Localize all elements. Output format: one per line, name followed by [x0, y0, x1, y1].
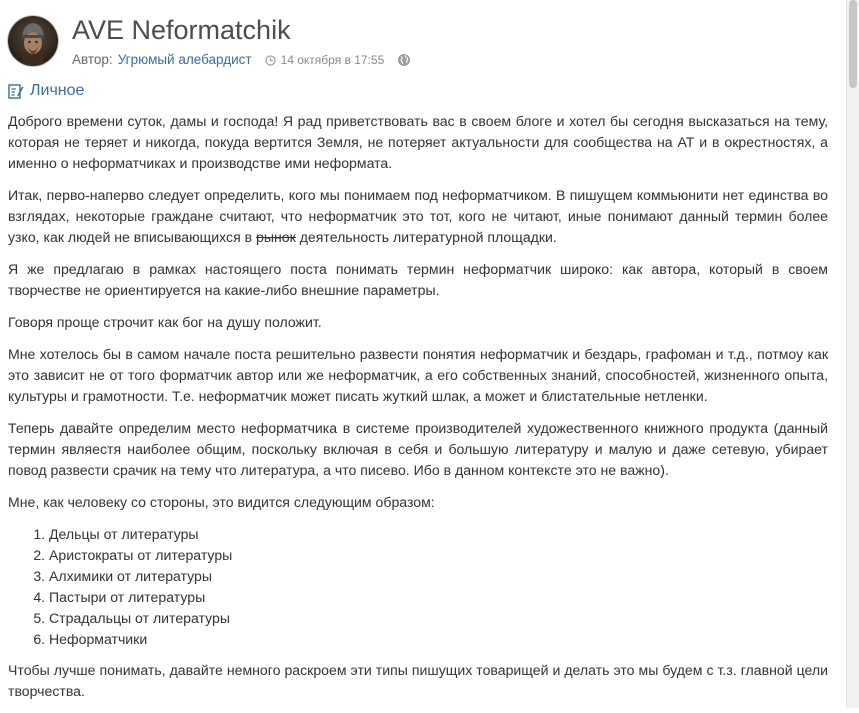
scrollbar-track[interactable] [846, 0, 859, 708]
paragraph-simpler: Говоря проще строчит как бог на душу положит. [8, 314, 322, 330]
author-label: Автор: [72, 52, 113, 67]
globe-icon[interactable] [397, 53, 411, 67]
post-title: AVE Neformatchik [72, 15, 291, 45]
paragraph-place: Теперь давайте определим место неформатчика в системе производителей художественного книжного продукта (данный термин являестя наиболее общим, поскольку включая в себя и большую литературу и малую и даже сетевую, убирает повод развести срачик на тему что литература, а что писево. Ибо в данном контексте это не важно). [8, 420, 828, 478]
list-item: 4. Пастыри от литературы [49, 587, 828, 608]
list-item: 6. Неформатчики [49, 629, 828, 650]
paragraph-definition [8, 185, 828, 248]
avatar-image [8, 16, 58, 66]
struck-word: рынок [256, 229, 296, 245]
paragraph-conclusion: Чтобы лучше понимать, давайте немного раскроем эти типы пишущих товарищей и делать это мы будем с т.з. главной цели творчества. [8, 662, 828, 699]
clock-icon [265, 55, 276, 66]
post-date: 14 октября в 17:55 [280, 53, 385, 67]
post-header [8, 13, 828, 73]
post-content [8, 111, 828, 713]
category-label: Личное [30, 82, 85, 99]
post-category[interactable] [8, 80, 84, 102]
list-item: 1. Дельцы от литературы [49, 524, 828, 545]
paragraph-distinction: Мне хотелось бы в самом начале поста решительно развести понятия неформатчик и бездарь, графоман и т.д., потмоу как это зависит не от того форматчик автор или же неформатчик, а его собственных знаний, способностей, жизненного опыта, культуры и грамотности. Т.е. неформатчик может писать жуткий шлак, а может и блистательные нетленки. [8, 346, 828, 404]
post-meta [72, 51, 411, 69]
scrollbar-thumb[interactable] [849, 0, 857, 88]
author-avatar[interactable] [8, 16, 58, 66]
author-link[interactable]: Угрюмый алебардист [117, 52, 252, 67]
paragraph-greeting: Доброго времени суток, дамы и господа! Я рад приветствовать вас в своем блоге и хотел бы сегодня высказаться на тему, которая не теряет и никогда, покуда вертится Земля, не потеряет актуальности для сообщества на АТ и в окрестностях, а именно о неформатчиках и производстве ими неформата. [8, 113, 828, 171]
author-types-list [8, 524, 828, 650]
list-item: 3. Алхимики от литературы [49, 566, 828, 587]
paragraph-view: Мне, как человеку со стороны, это видится следующим образом: [8, 494, 435, 510]
list-item: 5. Страдальцы от литературы [49, 608, 828, 629]
edit-note-icon [8, 83, 24, 99]
paragraph-proposal: Я же предлагаю в рамках настоящего поста понимать термин неформатчик широко: как автора, который в своем творчестве не ориентируется на какие-либо внешние параметры. [8, 261, 828, 298]
list-item: 2. Аристократы от литературы [49, 545, 828, 566]
paragraph-definition-text: Итак, перво-наперво следует определить, кого мы понимаем под неформатчиком. В пишущем коммьюнити нет единства во взглядах, некоторые граждане считают, что неформатчик это тот, кого не читают, иные понимают данный термин более узко, как людей не вписывающихся в [8, 187, 828, 245]
paragraph-definition-tail: деятельность литературной площадки. [295, 229, 557, 245]
